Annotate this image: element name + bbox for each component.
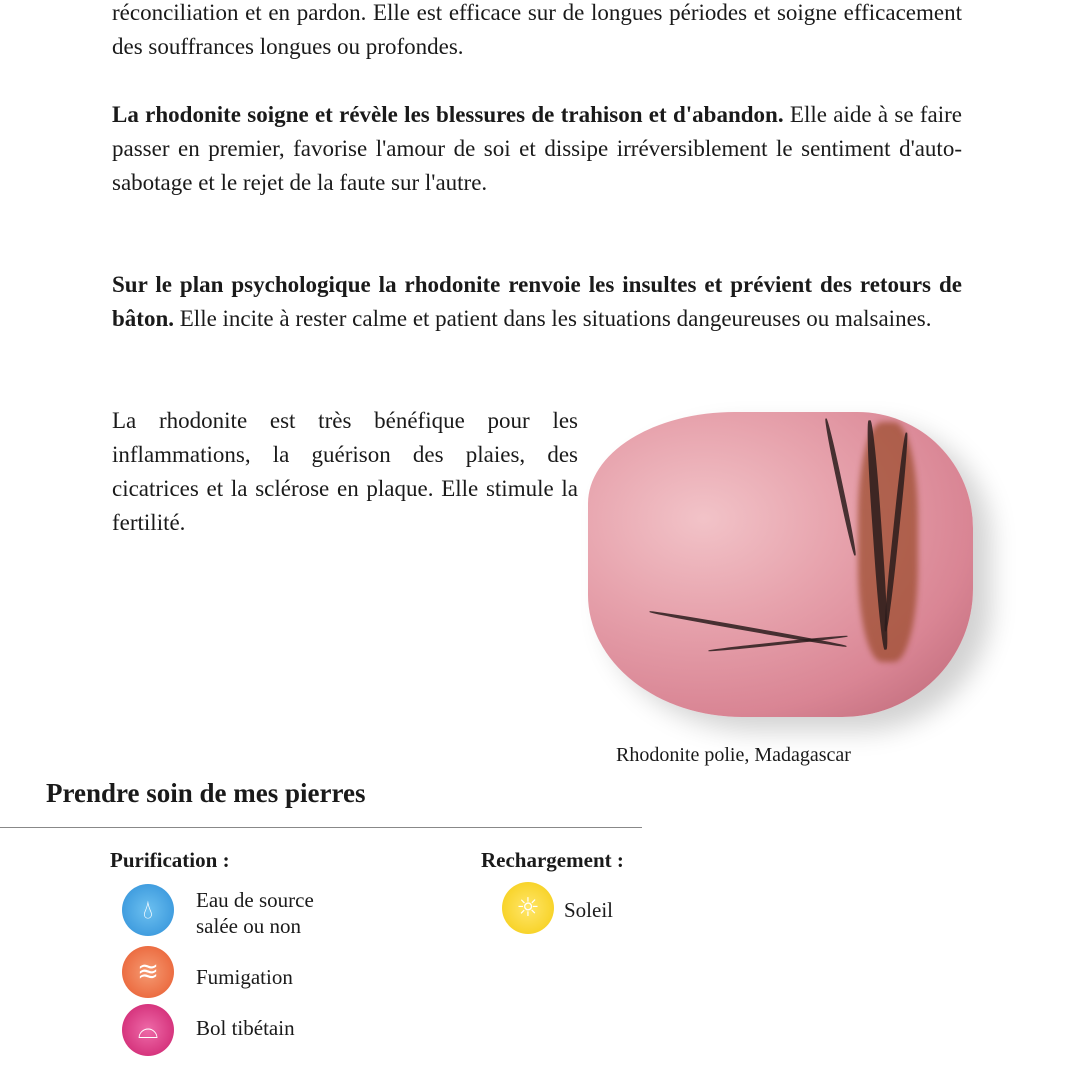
image-caption: Rhodonite polie, Madagascar xyxy=(616,744,851,766)
paragraph-text: Elle aide à se faire passer en premier, favorise l'amour de soi et dissipe irréversiblement le sentiment d'auto-sabotage et le rejet de la faute sur l'autre. xyxy=(112,102,962,195)
purification-item-fumigation: Fumigation xyxy=(196,965,293,989)
purification-heading: Purification : xyxy=(110,848,230,872)
divider xyxy=(0,827,642,828)
tibetan-bowl-icon: ⌓ xyxy=(122,1004,174,1056)
purification-item-bowl: Bol tibétain xyxy=(196,1016,295,1040)
paragraph-bold: Sur le plan psychologique la rhodonite renvoie les insultes et prévient des retours de bâton. xyxy=(112,272,962,331)
paragraph-text: Elle incite à rester calme et patient dans les situations dangeureuses ou malsaines. xyxy=(174,306,932,331)
paragraph-benefits: La rhodonite est très bénéfique pour les inflammations, la guérison des plaies, des cicatrices et la sclérose en plaque. Elle stimule la fertilité. xyxy=(112,408,578,535)
paragraph-bold: La rhodonite soigne et révèle les blessures de trahison et d'abandon. xyxy=(112,102,784,127)
paragraph-psychologique xyxy=(112,268,962,336)
recharge-heading: Rechargement : xyxy=(481,848,624,872)
paragraph-trahison xyxy=(112,98,962,200)
recharge-item-sun: Soleil xyxy=(564,898,614,922)
dark-vein xyxy=(824,418,858,556)
water-drop-icon: 💧︎ xyxy=(122,884,174,936)
dark-vein xyxy=(649,610,847,649)
rhodonite-stone-image xyxy=(588,412,973,717)
paragraph-reconciliation: réconciliation et en pardon. Elle est efficace sur de longues périodes et soigne efficacement des souffrances longues ou profondes. xyxy=(112,0,962,59)
rust-vein xyxy=(858,422,918,662)
care-section-title: Prendre soin de mes pierres xyxy=(46,778,366,808)
smoke-icon: ≋ xyxy=(122,946,174,998)
sun-icon: ☼ xyxy=(502,882,554,934)
purification-item-water: Eau de source salée ou non xyxy=(196,888,314,938)
